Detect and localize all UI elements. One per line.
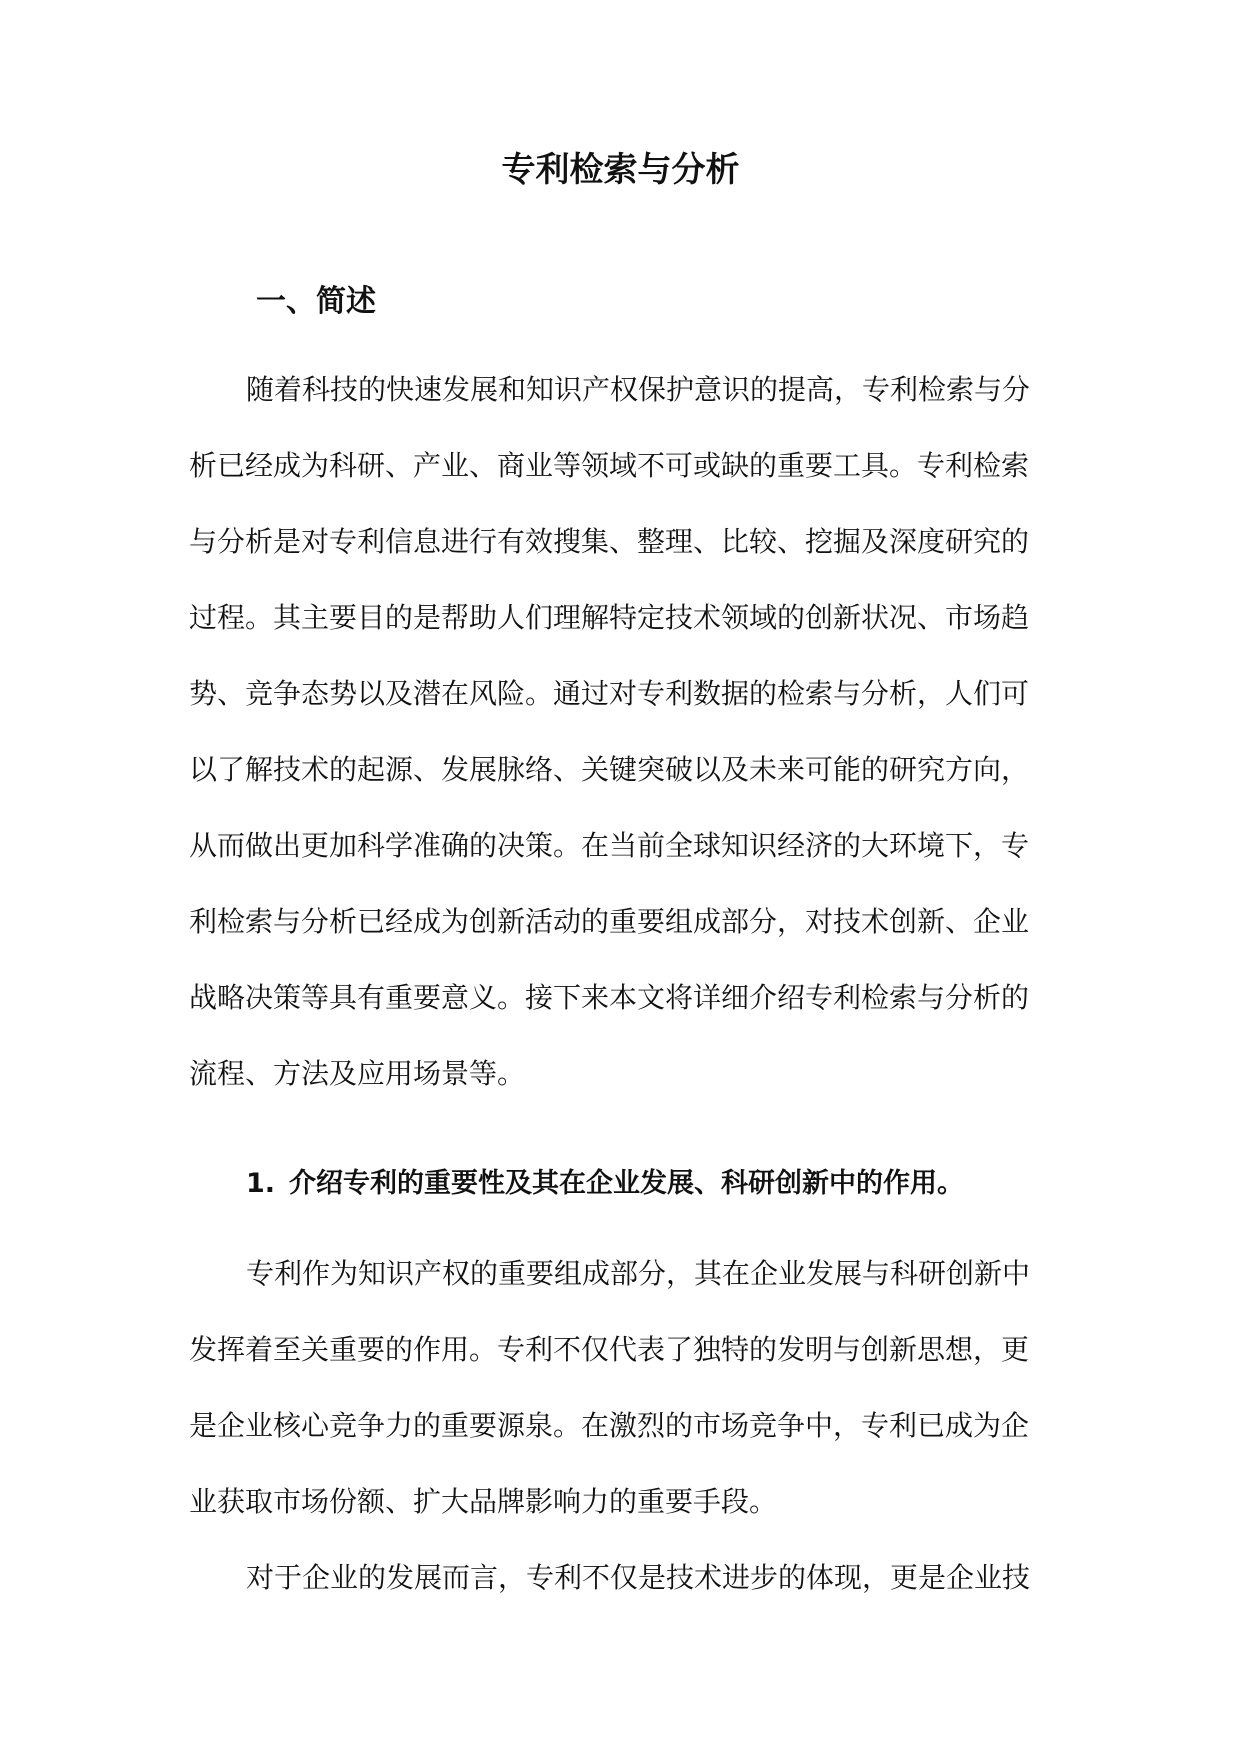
- subsection-number: 1.: [246, 1168, 276, 1199]
- paragraph-line: 专利作为知识产权的重要组成部分，其在企业发展与科研创新中: [246, 1257, 1031, 1290]
- paragraph-line: 业获取市场份额、扩大品牌影响力的重要手段。: [189, 1485, 778, 1518]
- subsection-heading-text: 介绍专利的重要性及其在企业发展、科研创新中的作用。: [289, 1168, 965, 1199]
- paragraph-line: 过程。其主要目的是帮助人们理解特定技术领域的创新状况、市场趋: [189, 601, 1030, 634]
- paragraph-line: 是企业核心竞争力的重要源泉。在激烈的市场竞争中，专利已成为企: [189, 1409, 1030, 1442]
- subsection-heading: [246, 1166, 964, 1202]
- paragraph-line: 战略决策等具有重要意义。接下来本文将详细介绍专利检索与分析的: [189, 981, 1030, 1014]
- enterprise-development-paragraph: [189, 1540, 1055, 1616]
- paragraph-line: 从而做出更加科学准确的决策。在当前全球知识经济的大环境下，专: [189, 829, 1030, 862]
- paragraph-line: 流程、方法及应用场景等。: [189, 1057, 526, 1090]
- paragraph-line: 利检索与分析已经成为创新活动的重要组成部分，对技术创新、企业: [189, 905, 1030, 938]
- paragraph-line: 随着科技的快速发展和知识产权保护意识的提高，专利检索与分: [246, 373, 1031, 406]
- section-heading-overview: 一、简述: [256, 284, 376, 319]
- paragraph-line: 势、竞争态势以及潜在风险。通过对专利数据的检索与分析，人们可: [189, 677, 1030, 710]
- overview-paragraph: [189, 352, 1055, 1112]
- document-title: 专利检索与分析: [501, 150, 740, 190]
- patent-importance-paragraph: [189, 1236, 1055, 1540]
- paragraph-line: 析已经成为科研、产业、商业等领域不可或缺的重要工具。专利检索: [189, 449, 1030, 482]
- paragraph-line: 对于企业的发展而言，专利不仅是技术进步的体现，更是企业技: [246, 1561, 1031, 1594]
- paragraph-line: 发挥着至关重要的作用。专利不仅代表了独特的发明与创新思想，更: [189, 1333, 1030, 1366]
- paragraph-line: 与分析是对专利信息进行有效搜集、整理、比较、挖掘及深度研究的: [189, 525, 1030, 558]
- paragraph-line: 以了解技术的起源、发展脉络、关键突破以及未来可能的研究方向，: [189, 753, 1030, 786]
